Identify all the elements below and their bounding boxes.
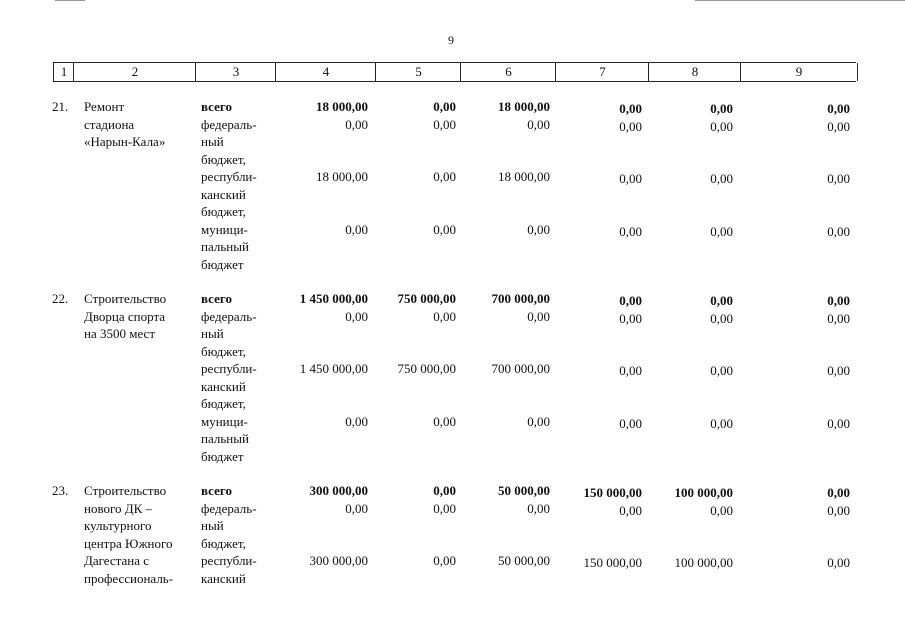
republic-value: 0,00 <box>433 169 456 184</box>
total-value: 700 000,00 <box>491 291 550 306</box>
federal-value: 0,00 <box>527 308 550 324</box>
budget-label-federal: федераль- <box>201 500 257 516</box>
federal-value: 0,00 <box>619 502 642 518</box>
municipal-value: 0,00 <box>827 223 850 239</box>
budget-label-municipal: муници- <box>201 221 248 237</box>
municipal-value: 0,00 <box>527 413 550 429</box>
column-header: 3 <box>195 63 276 81</box>
municipal-value: 0,00 <box>827 415 850 431</box>
federal-value: 0,00 <box>527 500 550 516</box>
federal-value: 0,00 <box>433 500 456 516</box>
federal-value: 0,00 <box>433 116 456 132</box>
top-mark-left <box>55 0 85 1</box>
total-value: 50 000,00 <box>498 483 550 498</box>
republic-value: 0,00 <box>433 553 456 568</box>
budget-label-municipal: бюджет <box>201 448 244 464</box>
budget-label-federal: ный <box>201 326 224 341</box>
republic-value: 0,00 <box>710 363 733 378</box>
budget-label-republic: республи- <box>201 169 257 184</box>
municipal-value: 0,00 <box>710 223 733 239</box>
budget-label-republic: канский <box>201 570 246 586</box>
federal-value: 0,00 <box>527 116 550 132</box>
municipal-value: 0,00 <box>710 415 733 431</box>
republic-value: 1 450 000,00 <box>299 361 368 376</box>
federal-value: 0,00 <box>619 118 642 134</box>
total-value: 0,00 <box>827 293 850 308</box>
budget-label-total: всего <box>201 99 232 114</box>
object-name-line: на 3500 мест <box>84 326 155 341</box>
republic-value: 750 000,00 <box>397 361 456 376</box>
total-value: 150 000,00 <box>583 485 642 500</box>
budget-label-municipal: бюджет <box>201 256 244 272</box>
republic-value: 300 000,00 <box>309 553 368 568</box>
object-name-line: «Нарын-Кала» <box>84 134 166 149</box>
federal-value: 0,00 <box>619 310 642 326</box>
budget-label-municipal: муници- <box>201 413 248 429</box>
republic-value: 0,00 <box>827 171 850 186</box>
object-name-line: культурного <box>84 518 152 533</box>
federal-value: 0,00 <box>827 502 850 518</box>
federal-value: 0,00 <box>345 116 368 132</box>
object-name-line: Дворца спорта <box>84 308 166 324</box>
budget-label-republic: бюджет, <box>201 204 246 219</box>
republic-value: 100 000,00 <box>674 555 733 570</box>
budget-label-federal: бюджет, <box>201 343 246 359</box>
budget-label-republic: канский <box>201 378 246 394</box>
federal-value: 0,00 <box>345 500 368 516</box>
budget-label-federal: бюджет, <box>201 535 246 551</box>
column-header: 8 <box>648 63 741 81</box>
total-value: 0,00 <box>827 101 850 116</box>
budget-label-republic: республи- <box>201 361 257 376</box>
federal-value: 0,00 <box>433 308 456 324</box>
budget-label-federal: федераль- <box>201 116 257 132</box>
federal-value: 0,00 <box>710 502 733 518</box>
total-value: 18 000,00 <box>316 99 368 114</box>
budget-label-federal: ный <box>201 134 224 149</box>
total-value: 18 000,00 <box>498 99 550 114</box>
budget-label-federal: бюджет, <box>201 151 246 167</box>
municipal-value: 0,00 <box>345 221 368 237</box>
total-value: 0,00 <box>619 101 642 116</box>
republic-value: 150 000,00 <box>583 555 642 570</box>
municipal-value: 0,00 <box>527 221 550 237</box>
table-header <box>53 62 856 82</box>
column-header: 4 <box>275 63 376 81</box>
budget-label-republic: канский <box>201 186 246 202</box>
total-value: 0,00 <box>827 485 850 500</box>
budget-label-total: всего <box>201 483 232 498</box>
federal-value: 0,00 <box>345 308 368 324</box>
object-name-line: Дагестана с <box>84 553 150 568</box>
budget-label-municipal: пальный <box>201 431 249 446</box>
federal-value: 0,00 <box>827 310 850 326</box>
republic-value: 0,00 <box>827 555 850 570</box>
municipal-value: 0,00 <box>619 415 642 431</box>
budget-label-federal: ный <box>201 518 224 533</box>
federal-value: 0,00 <box>710 310 733 326</box>
federal-value: 0,00 <box>827 118 850 134</box>
row-number: 23. <box>52 483 69 498</box>
row-number: 21. <box>52 99 69 114</box>
total-value: 0,00 <box>433 483 456 498</box>
republic-value: 18 000,00 <box>316 169 368 184</box>
municipal-value: 0,00 <box>619 223 642 239</box>
republic-value: 50 000,00 <box>498 553 550 568</box>
top-mark-right <box>695 0 905 1</box>
object-name-line: центра Южного <box>84 535 173 551</box>
municipal-value: 0,00 <box>345 413 368 429</box>
total-value: 750 000,00 <box>397 291 456 306</box>
total-value: 0,00 <box>710 101 733 116</box>
budget-label-federal: федераль- <box>201 308 257 324</box>
object-name-line: нового ДК – <box>84 500 153 516</box>
budget-label-total: всего <box>201 291 232 306</box>
column-header: 2 <box>73 63 196 81</box>
total-value: 300 000,00 <box>309 483 368 498</box>
column-header: 5 <box>375 63 461 81</box>
column-header: 1 <box>53 63 74 81</box>
republic-value: 0,00 <box>827 363 850 378</box>
municipal-value: 0,00 <box>433 413 456 429</box>
budget-label-republic: бюджет, <box>201 396 246 411</box>
federal-value: 0,00 <box>710 118 733 134</box>
object-name-line: профессиональ- <box>84 570 174 586</box>
budget-label-republic: республи- <box>201 553 257 568</box>
republic-value: 0,00 <box>710 171 733 186</box>
column-header: 6 <box>460 63 556 81</box>
republic-value: 18 000,00 <box>498 169 550 184</box>
object-name-line: Ремонт <box>84 99 125 114</box>
budget-label-municipal: пальный <box>201 239 249 254</box>
page-number: 9 <box>448 33 454 47</box>
republic-value: 0,00 <box>619 363 642 378</box>
column-header: 7 <box>555 63 649 81</box>
object-name-line: стадиона <box>84 116 135 132</box>
total-value: 0,00 <box>433 99 456 114</box>
municipal-value: 0,00 <box>433 221 456 237</box>
total-value: 0,00 <box>619 293 642 308</box>
republic-value: 0,00 <box>619 171 642 186</box>
total-value: 0,00 <box>710 293 733 308</box>
total-value: 100 000,00 <box>674 485 733 500</box>
total-value: 1 450 000,00 <box>299 291 368 306</box>
column-header: 9 <box>740 63 858 81</box>
object-name-line: Строительство <box>84 483 167 498</box>
object-name-line: Строительство <box>84 291 167 306</box>
republic-value: 700 000,00 <box>491 361 550 376</box>
row-number: 22. <box>52 291 69 306</box>
